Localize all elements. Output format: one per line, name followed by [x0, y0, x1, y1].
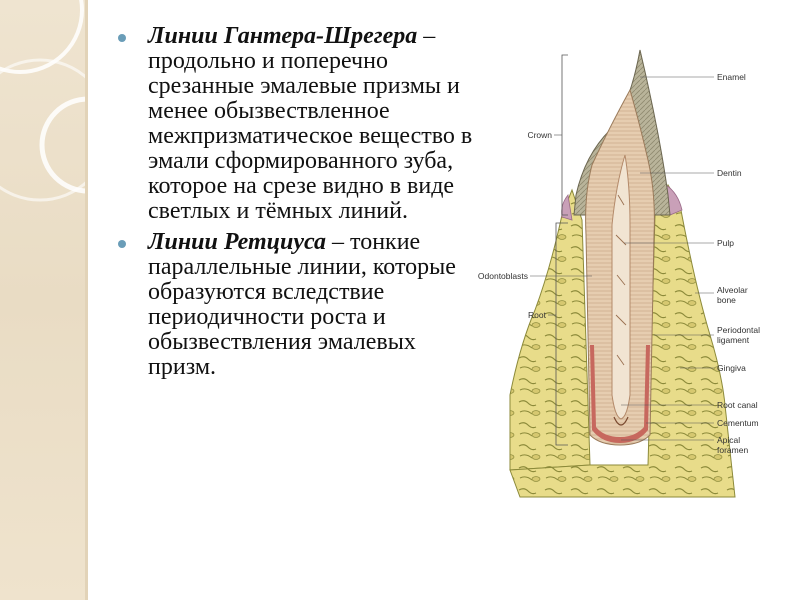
label-alveolar: Alveolar: [717, 285, 748, 295]
bullet-list: [118, 24, 478, 386]
term-hunter-schreger: Линии Гантера-Шрегера: [148, 23, 418, 49]
label-dentin: Dentin: [717, 168, 742, 178]
tooth-diagram: [477, 45, 761, 505]
decorative-side-band: [0, 0, 88, 600]
label-crown: Crown: [527, 130, 552, 140]
side-band-edge: [85, 0, 88, 600]
bullet-hunter-schreger: [118, 24, 478, 224]
definition-retzius: – тонкие параллельные линии, которые образуются вследствие периодичности роста и обызвествления эмалевых призм.: [148, 229, 456, 380]
label-bone: bone: [717, 295, 736, 305]
bullet-dot-icon: [118, 34, 126, 42]
bullet-dot-icon: [118, 240, 126, 248]
label-cementum: Cementum: [717, 418, 759, 428]
alveolar-bone-shape: [510, 190, 590, 470]
definition-hunter-schreger: – продольно и поперечно срезанные эмалевые призмы и менее обызвествленное межпризматическое вещество в эмали сформированного зуба, которое на срезе видно в виде светлых и тёмных линий.: [148, 23, 473, 224]
label-enamel: Enamel: [717, 72, 746, 82]
label-periodontal: Periodontal: [717, 325, 761, 335]
label-root-canal: Root canal: [717, 400, 758, 410]
label-apical: Apical: [717, 435, 741, 445]
term-retzius: Линии Ретциуса: [148, 229, 327, 255]
decorative-circles: [0, 0, 88, 600]
label-gingiva: Gingiva: [717, 363, 746, 373]
bullet-retzius: [118, 230, 478, 380]
label-pulp: Pulp: [717, 238, 735, 248]
label-root: Root: [528, 310, 546, 320]
label-odontoblasts: Odontoblasts: [477, 271, 528, 281]
label-foramen: foramen: [717, 445, 749, 455]
label-ligament: ligament: [717, 335, 750, 345]
crown-bracket: [562, 55, 568, 215]
